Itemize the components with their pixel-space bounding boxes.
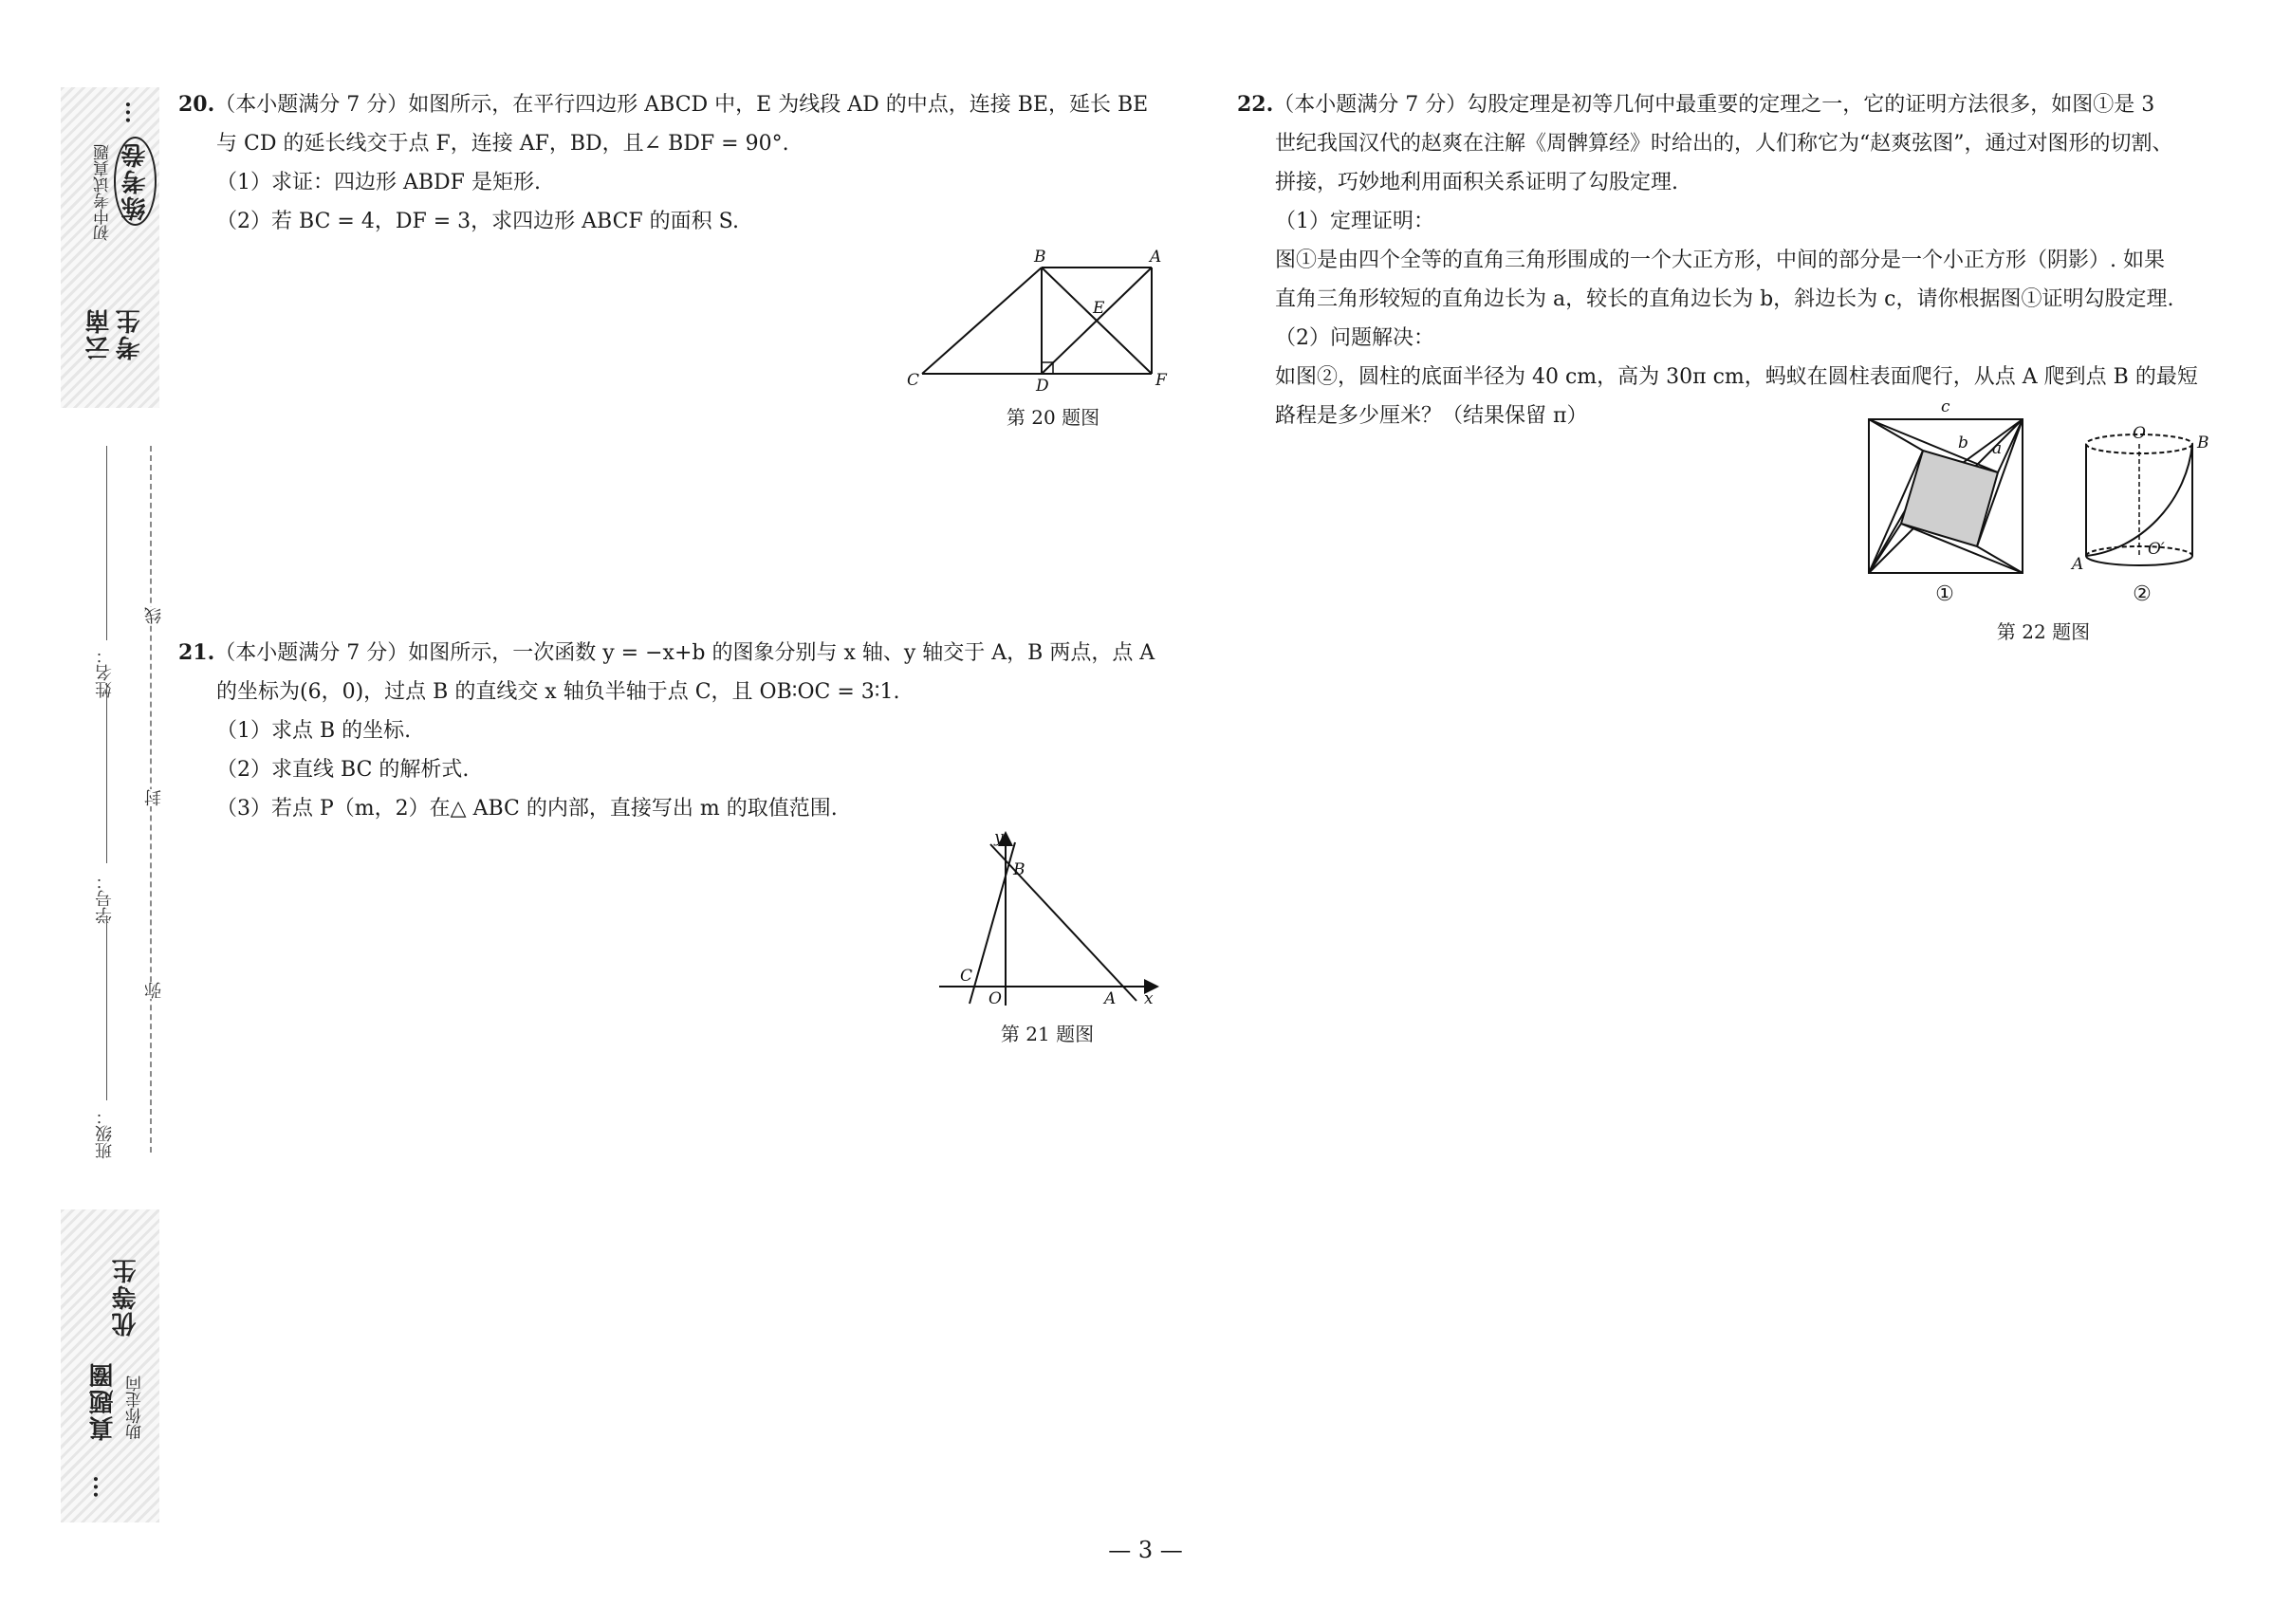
- figure-21: [930, 825, 1167, 1010]
- field-banji-line: [106, 915, 107, 1100]
- seal-mi: 弥: [142, 982, 167, 999]
- problem-22-number: 22.: [1237, 92, 1274, 117]
- seal-feng: 封: [142, 789, 167, 806]
- fig21-label-O: O: [988, 989, 1002, 1008]
- fig20-label-F: F: [1155, 371, 1167, 390]
- fig20-label-A: A: [1150, 248, 1162, 267]
- field-name-line: [106, 446, 107, 640]
- figure-20: [901, 245, 1176, 397]
- problem-22-line: 路程是多少厘米？（结果保留 π）: [1275, 404, 1588, 428]
- figure-21-svg: [930, 825, 1167, 1010]
- field-banji-label: 班级：: [95, 1108, 115, 1159]
- sidebar-dots-bottom: •••: [89, 1475, 104, 1499]
- sidebar-practice-label: 练考卷: [114, 137, 157, 226]
- fig21-label-C: C: [960, 967, 973, 986]
- sidebar-province: 云南: [85, 307, 114, 360]
- field-xuehao-line: [106, 683, 107, 863]
- fig22-label-B: B: [2197, 434, 2209, 452]
- problem-22-part-2: （2）问题解决：: [1275, 326, 1434, 350]
- figure-22-1-svg: [1859, 397, 2030, 577]
- figure-20-caption: 第 20 题图: [1006, 406, 1100, 429]
- figure-22-2-svg: [2068, 417, 2220, 583]
- fig21-label-A: A: [1104, 989, 1117, 1008]
- problem-21-part-3: （3）若点 P（m，2）在△ ABC 的内部，直接写出 m 的取值范围.: [216, 797, 838, 821]
- problem-22-part-1: （1）定理证明：: [1275, 210, 1434, 233]
- fig22-label-A: A: [2072, 555, 2084, 574]
- problem-22-line: 图①是由四个全等的直角三角形围成的一个大正方形，中间的部分是一个小正方形（阴影）. 如果: [1275, 249, 2165, 272]
- problem-22-line: 拼接，巧妙地利用面积关系证明了勾股定理.: [1275, 171, 1678, 194]
- problem-21-part-1: （1）求点 B 的坐标.: [216, 719, 412, 743]
- figure-22-caption: 第 22 题图: [1996, 620, 2091, 643]
- fig22-label-b: b: [1958, 434, 1968, 452]
- sidebar-dots-top: •••: [121, 101, 137, 124]
- problem-21-line: [178, 634, 1184, 673]
- problem-20-part-1: （1）求证：四边形 ABDF 是矩形.: [216, 171, 541, 194]
- sidebar-bottom-banner: [61, 1209, 159, 1522]
- fig20-label-C: C: [907, 371, 920, 390]
- fig21-label-x: x: [1144, 989, 1154, 1008]
- problem-20: [178, 85, 1174, 241]
- fig20-label-B: B: [1034, 248, 1046, 267]
- sidebar-excellent: 优等生: [112, 1257, 140, 1337]
- sidebar-small-text-bottom: 助你走向: [126, 1375, 145, 1440]
- problem-22-line: 世纪我国汉代的赵爽在注解《周髀算经》时给出的，人们称它为“赵爽弦图”，通过对图形的切割、: [1275, 132, 2173, 156]
- problem-20-line: [178, 85, 1174, 124]
- problem-22: [1237, 85, 2243, 435]
- figure-22-2-label: ②: [2133, 582, 2152, 606]
- problem-21: [178, 634, 1184, 828]
- problem-20-part-2: （2）若 BC = 4，DF = 3，求四边形 ABCF 的面积 S.: [216, 210, 739, 233]
- fig22-label-Oprime: O′: [2148, 540, 2165, 559]
- sidebar-top-banner: [61, 87, 159, 408]
- problem-20-number: 20.: [178, 92, 215, 117]
- fig20-label-D: D: [1036, 377, 1049, 396]
- problem-20-text: （本小题满分 7 分）如图所示，在平行四边形 ABCD 中，E 为线段 AD 的中点，连接 BE，延长 BE: [214, 93, 1149, 117]
- sidebar-practice: [114, 137, 157, 226]
- page-number: — 3 —: [1108, 1537, 1183, 1563]
- problem-20-line: 与 CD 的延长线交于点 F，连接 AF，BD，且∠ BDF = 90°.: [216, 132, 789, 156]
- problem-22-line: 直角三角形较短的直角边长为 a，较长的直角边长为 b，斜边长为 c，请你根据图①证明勾股定理.: [1275, 287, 2174, 311]
- figure-22-1: [1859, 397, 2030, 577]
- sidebar-small-text: 初中考试真题: [94, 144, 113, 241]
- fig21-label-B: B: [1013, 860, 1025, 879]
- fig22-label-c: c: [1941, 397, 1950, 416]
- problem-22-line: [1237, 85, 2243, 124]
- fig22-label-O: O: [2133, 424, 2146, 443]
- sidebar-candidate: 考生: [116, 307, 144, 360]
- problem-21-number: 21.: [178, 640, 215, 665]
- fig20-label-E: E: [1093, 299, 1105, 318]
- figure-22-1-label: ①: [1935, 582, 1954, 606]
- problem-21-text: （本小题满分 7 分）如图所示，一次函数 y = −x+b 的图象分别与 x 轴、y 轴交于 A，B 两点，点 A: [214, 641, 1155, 665]
- problem-21-part-2: （2）求直线 BC 的解析式.: [216, 758, 470, 782]
- fig21-label-y: y: [994, 828, 1004, 847]
- figure-21-caption: 第 21 题图: [1000, 1023, 1095, 1045]
- figure-20-svg: [901, 245, 1176, 397]
- field-name-label: 姓名：: [95, 647, 115, 698]
- problem-22-text: （本小题满分 7 分）勾股定理是初等几何中最重要的定理之一，它的证明方法很多，如图①是 3: [1273, 93, 2155, 117]
- seal-xian: 线: [142, 607, 167, 624]
- figure-22-2: [2068, 417, 2220, 583]
- problem-21-line: 的坐标为(6，0)，过点 B 的直线交 x 轴负半轴于点 C，且 OB∶OC = 3∶1.: [216, 680, 900, 704]
- problem-22-line: 如图②，圆柱的底面半径为 40 cm，高为 30π cm，蚂蚁在圆柱表面爬行，从点 A 爬到点 B 的最短: [1275, 365, 2198, 389]
- field-xuehao-label: 学号：: [95, 873, 115, 924]
- sidebar-juan: 真题圈: [89, 1361, 118, 1441]
- fig22-label-a: a: [1992, 439, 2003, 458]
